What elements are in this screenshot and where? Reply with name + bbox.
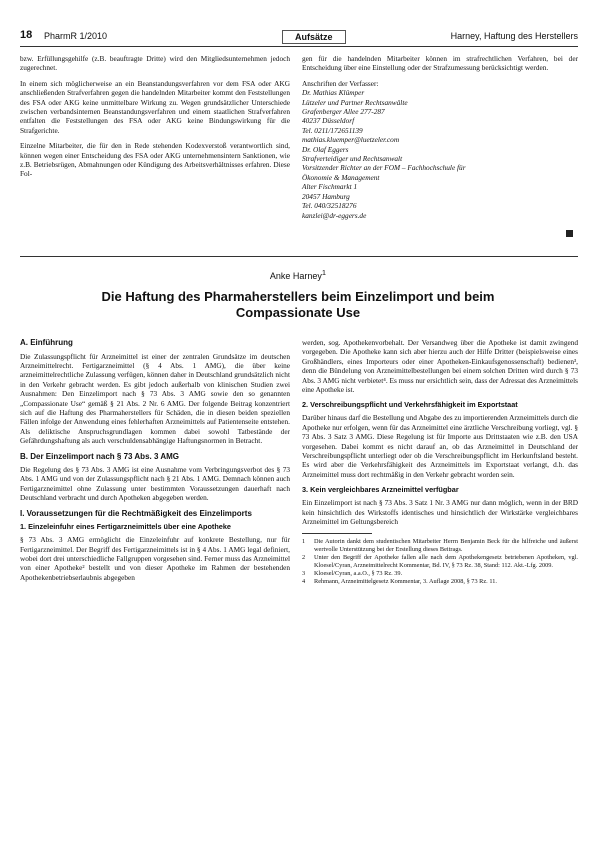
address-line: Dr. Olaf Eggers [302, 144, 349, 154]
section-heading: I. Voraussetzungen für die Rechtmäßigkeit des Einzelimports [20, 508, 252, 518]
address-line: Ökonomie & Management [302, 172, 380, 182]
running-title: Harney, Haftung des Herstellers [450, 31, 578, 41]
page-number: 18 [20, 29, 33, 41]
header-rule [20, 46, 578, 47]
address-line: 20457 Hamburg [302, 191, 350, 201]
main-left-column [20, 338, 290, 588]
page-header [20, 28, 578, 44]
paragraph: Einzelne Mitarbeiter, die für den in Rede stehenden Kodexverstoß verantwortlich sind, können wegen einer Entscheidung des FSA oder AKG unternehmensintern Sanktionen, wie z.B. Betriebsrügen, Abmahnungen oder Kündigung des Arbeitsverhältnisses erfahren. Diese Fol- [20, 141, 290, 179]
paragraph: Die Regelung des § 73 Abs. 3 AMG ist eine Ausnahme vom Verbringungsverbot des § 73 Abs. 1 AMG und von der Zulassungspflicht nach § 21 Abs. 1 AMG. Demnach können auch Fertigarzneimittel ohne Zulassung unter bestimmten Voraussetzungen dauerhaft nach Deutschland verbracht und durch Apotheken abgegeben werden. [20, 465, 290, 503]
footnote: 4 Rehmann, Arzneimittelgesetz Kommentar, 3. Auflage 2008, § 73 Rz. 11. [302, 577, 497, 585]
address-line: Lützeler und Partner Rechtsanwälte [302, 97, 408, 107]
article-author: Anke Harney$^1$ [269, 268, 327, 281]
footnote-rule [302, 533, 372, 534]
article-separator-rule [20, 256, 578, 257]
top-left-column [20, 54, 290, 185]
end-of-article-square [566, 230, 573, 237]
author-addresses [302, 88, 578, 220]
paragraph: § 73 Abs. 3 AMG ermöglicht die Einzeleinfuhr auf konkrete Bestellung, nur für Fertigarzneimittel. Der Begriff des Fertigarzneimittels ist in § 4 Abs. 1 AMG legal definiert, wobei dort drei unterschiedliche Fallgruppen vorgesehen sind. Ferner muss das Arzneimittel von einer Apotheke² bestellt und von dieser Apotheke im Rahmen der bestehenden Apothekenbetriebserlaubnis abgegeben [20, 535, 290, 582]
address-line: mathias.kluemper@luetzeler.com [302, 135, 400, 145]
section-label: Aufsätze [282, 30, 346, 44]
address-heading: Anschriften der Verfasser: [302, 78, 379, 88]
address-line: Grafenberger Allee 277-287 [302, 107, 385, 117]
address-line: Tel. 040/32518276 [302, 201, 357, 211]
main-right-column [302, 338, 578, 586]
address-line: Dr. Mathias Klümper [302, 88, 365, 98]
top-right-column [302, 54, 578, 220]
footnote: 2 Unter den Begriff der Apotheke fallen alle nach dem Apothekengesetz betriebenen Apotheken, vgl. Kloesel/Cyran, Arzneimittelrecht Kommentar, Bd. IV, § 73 Rz. 38, Stand: 112. Akt.-Lfg. 2009. [302, 553, 578, 569]
subsection-heading: 2. Verschreibungspflicht und Verkehrsfähigkeit im Exportstaat [302, 400, 518, 410]
address-line: 40237 Düsseldorf [302, 116, 355, 126]
paragraph: werden, sog. Apothekenvorbehalt. Der Versandweg über die Apotheke ist damit zwingend vorgegeben. Die Apotheke kann sich aber hierzu auch der Hilfe Dritter (beispielsweise eines Großhändlers, eines Importeurs oder einer Apotheken-Einkaufsgenossenschaft) bedienen³, denn die Bündelung von Arzneimittelbestellungen bei einem solchen Dritten wird durch § 73 Abs. 3 AMG nicht verbietet⁴. Es muss nur ersichtlich sein, dass der Adressat des Arzneimittels eine Apotheke ist. [302, 338, 578, 395]
paragraph: Die Zulassungspflicht für Arzneimittel ist einer der zentralen Grundsätze im deutschen Arzneimittelrecht. Fertigarzneimittel (§ 4 Abs. 1 AMG), die über keine arzneimittelrechtliche Zulassung verfügen, können daher in Deutschland grundsätzlich nicht in den Verkehr gebracht werden. Es gibt jedoch außerhalb von klinischen Studien zwei Ausnahmen: Den Einzelimport nach § 73 Abs. 3 AMG sowie den so genannten „Compassionate Use“ gemäß § 21 Abs. 2 Nr. 6 AMG. Der folgende Beitrag konzentriert sich auf die Haftung des Pharmaherstellers für Schäden, die in diesen beiden speziellen Fällen infolge der Anwendung eines fehlerhaften Arzneimittels auf Patientenseite entstehen. Als deliktische Anspruchsgrundlagen kommen dabei sowohl Tatbestände der Gefährdungshaftung als auch verschuldensabhängige Haftungsnormen in Betracht. [20, 351, 290, 446]
address-line: Strafverteidiger und Rechtsanwalt [302, 154, 403, 164]
address-line: kanzlei@dr-eggers.de [302, 210, 367, 220]
subsection-heading: 3. Kein vergleichbares Arzneimittel verfügbar [302, 485, 459, 495]
footnote: 3 Kloesel/Cyran, a.a.O., § 73 Rz. 39. [302, 569, 403, 577]
paragraph: Ein Einzelimport ist nach § 73 Abs. 3 Satz 1 Nr. 3 AMG nur dann möglich, wenn in der BRD kein hinsichtlich des Wirkstoffs identisches und hinsichtlich der Wirkstärke vergleichbares Arzneimittel im Geltungsbereich [302, 498, 578, 527]
paragraph: gen für die handelnden Mitarbeiter können im strafrechtlichen Verfahren, bei der Entscheidung über eine Einstellung oder der Strafzumessung berücksichtigt werden. [302, 54, 578, 73]
article-title: Die Haftung des Pharmaherstellers beim Einzelimport und beim Compassionate Use [101, 289, 495, 320]
journal-name: PharmR 1/2010 [44, 31, 108, 41]
paragraph: bzw. Erfüllungsgehilfe (z.B. beauftragte Dritte) wird den Mitgliedsunternehmen jedoch zugerechnet. [20, 54, 290, 73]
author-footnote-marker: 1 [321, 268, 327, 277]
address-line: Vorsitzender Richter an der FOM – Fachhochschule für [302, 163, 466, 173]
paragraph: In einem sich möglicherweise an ein Beanstandungsverfahren vor dem FSA oder AKG anschließenden Strafverfahren gegen die handelnden Mitarbeiter kommt den Feststellungen des FSA oder AKG keine unmittelbare Wirkung zu. Wegen grundsätzlicher Unterschiede zwischen verbandsinternen Beanstandungsverfahren und einem staatlichen Strafverfahren entfalten die Feststellungen des FSA oder AKG keine Bindungswirkung für die Strafgerichte. [20, 78, 290, 135]
subsection-heading: 1. Einzeleinfuhr eines Fertigarzneimittels über eine Apotheke [20, 522, 231, 532]
address-line: Alter Fischmarkt 1 [302, 182, 358, 192]
section-heading: B. Der Einzelimport nach § 73 Abs. 3 AMG [20, 451, 179, 461]
footnotes [302, 538, 578, 586]
address-line: Tel. 0211/172651139 [302, 125, 363, 135]
footnote: 1 Die Autorin dankt dem studentischen Mitarbeiter Herrn Benjamin Beck für die hilfreiche und äußerst wertvolle Unterstützung bei der Erstellung dieses Beitrags. [302, 537, 578, 553]
section-heading: A. Einführung [20, 338, 73, 347]
paragraph: Darüber hinaus darf die Bestellung und Abgabe des zu importierenden Arzneimittels durch die Apotheke nur erfolgen, wenn für das Arzneimittel eine ärztliche Verschreibung vorliegt, vgl. § 73 Abs. 3 Satz 3 AMG. Diese Regelung ist für Importe aus Drittstaaten wie z.B. den USA vorgesehen. Dabei kommt es nicht darauf an, ob das Arzneimittel in Deutschland der Verschreibungspflicht unterliegt oder ob die Verschreibungspflicht im Herkunftsland besteht. Es wird aber die Verkehrsfähigkeit des Arzneimittels im Exportstaat verlangt, d.h. das Arzneimittel muss dort rechtmäßig in den Verkehr gebracht worden sein. [302, 413, 578, 479]
